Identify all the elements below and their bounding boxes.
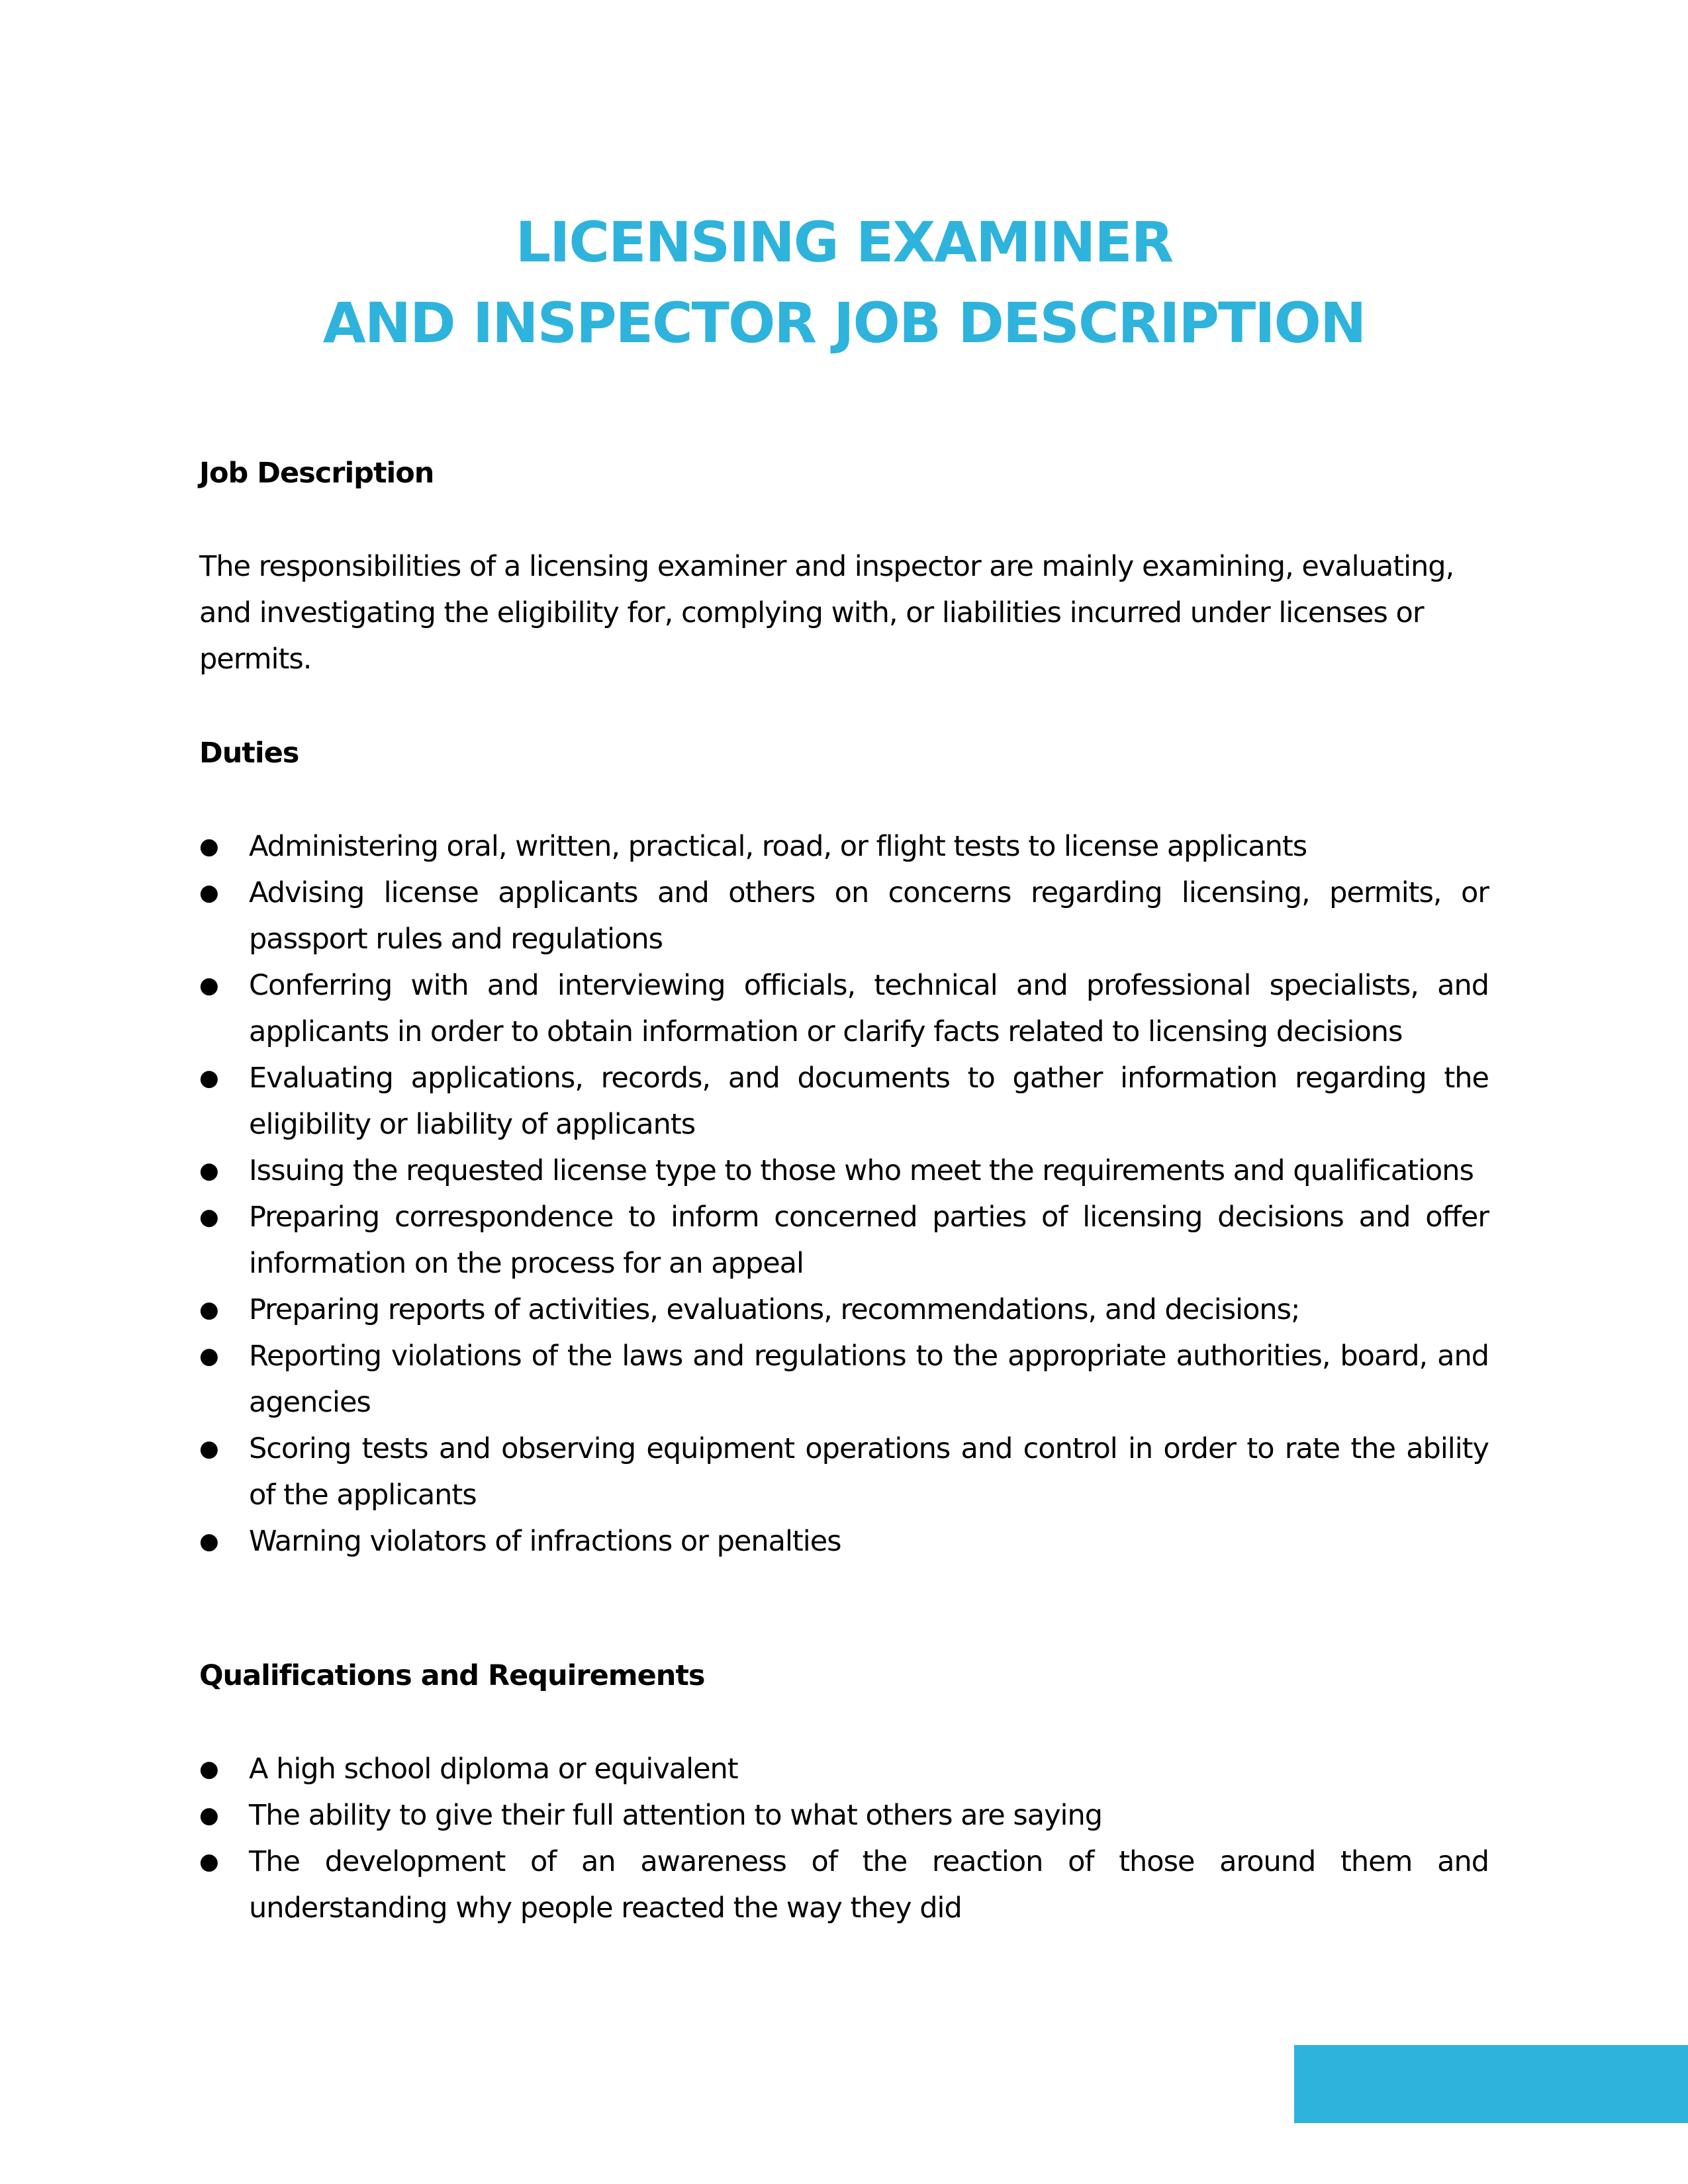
bullet-icon: ●	[199, 880, 218, 906]
page-title-line-2: AND INSPECTOR JOB DESCRIPTION	[322, 291, 1366, 355]
list-item	[199, 1333, 1489, 1426]
list-item	[199, 823, 1489, 870]
list-item-text: A high school diploma or equivalent	[249, 1752, 738, 1786]
bullet-icon: ●	[199, 1065, 218, 1091]
list-item	[199, 1287, 1489, 1333]
bullet-icon: ●	[199, 1435, 218, 1462]
list-item-text: Administering oral, written, practical, road, or flight tests to license applicants	[249, 830, 1307, 863]
qualifications-heading: Qualifications and Requirements	[199, 1659, 705, 1692]
list-item-text: Issuing the requested license type to those who meet the requirements and qualifications	[249, 1154, 1474, 1187]
list-item-text: Preparing reports of activities, evaluations, recommendations, and decisions;	[249, 1293, 1300, 1326]
list-item-text: Advising license applicants and others on concerns regarding licensing, permits, or passport rules and regulations	[249, 876, 1489, 956]
list-item	[199, 1839, 1489, 1931]
list-item-text: Scoring tests and observing equipment operations and control in order to rate the ability of the applicants	[249, 1432, 1489, 1512]
bullet-icon: ●	[199, 1848, 218, 1875]
bullet-icon: ●	[199, 1528, 218, 1555]
list-item	[199, 962, 1489, 1055]
qualifications-list	[199, 1746, 1489, 1931]
duties-heading: Duties	[199, 737, 299, 770]
page-title	[0, 202, 1688, 363]
list-item-text: Evaluating applications, records, and documents to gather information regarding the eligibility or liability of applicants	[249, 1062, 1489, 1141]
bullet-icon: ●	[199, 1204, 218, 1230]
bullet-icon: ●	[199, 1343, 218, 1369]
bullet-icon: ●	[199, 1297, 218, 1323]
duties-list	[199, 823, 1489, 1565]
list-item	[199, 1426, 1489, 1518]
list-item	[199, 1055, 1489, 1148]
list-item-text: Conferring with and interviewing officials, technical and professional specialists, and applicants in order to obtain information or clarify facts related to licensing decisions	[249, 969, 1489, 1048]
list-item-text: The ability to give their full attention to what others are saying	[249, 1799, 1103, 1832]
job-description-text: The responsibilities of a licensing examiner and inspector are mainly examining, evaluating, and investigating the eligibility for, complying with, or liabilities incurred under licenses or permits.	[199, 550, 1454, 676]
list-item	[199, 1148, 1489, 1194]
list-item-text: Warning violators of infractions or penalties	[249, 1525, 841, 1558]
list-item	[199, 870, 1489, 962]
list-item	[199, 1792, 1489, 1839]
job-description-heading: Job Description	[199, 457, 434, 490]
list-item	[199, 1194, 1489, 1287]
bullet-icon: ●	[199, 1756, 218, 1782]
footer-accent-bar	[1294, 2045, 1688, 2123]
list-item-text: The development of an awareness of the reaction of those around them and understanding why people reacted the way they did	[249, 1845, 1489, 1925]
list-item-text: Preparing correspondence to inform concerned parties of licensing decisions and offer information on the process for an appeal	[249, 1201, 1489, 1280]
bullet-icon: ●	[199, 833, 218, 860]
list-item	[199, 1518, 1489, 1565]
bullet-icon: ●	[199, 1158, 218, 1184]
list-item-text: Reporting violations of the laws and regulations to the appropriate authorities, board, and agencies	[249, 1340, 1489, 1419]
bullet-icon: ●	[199, 972, 218, 999]
bullet-icon: ●	[199, 1802, 218, 1829]
list-item	[199, 1746, 1489, 1792]
page-title-line-1: LICENSING EXAMINER	[515, 210, 1173, 275]
